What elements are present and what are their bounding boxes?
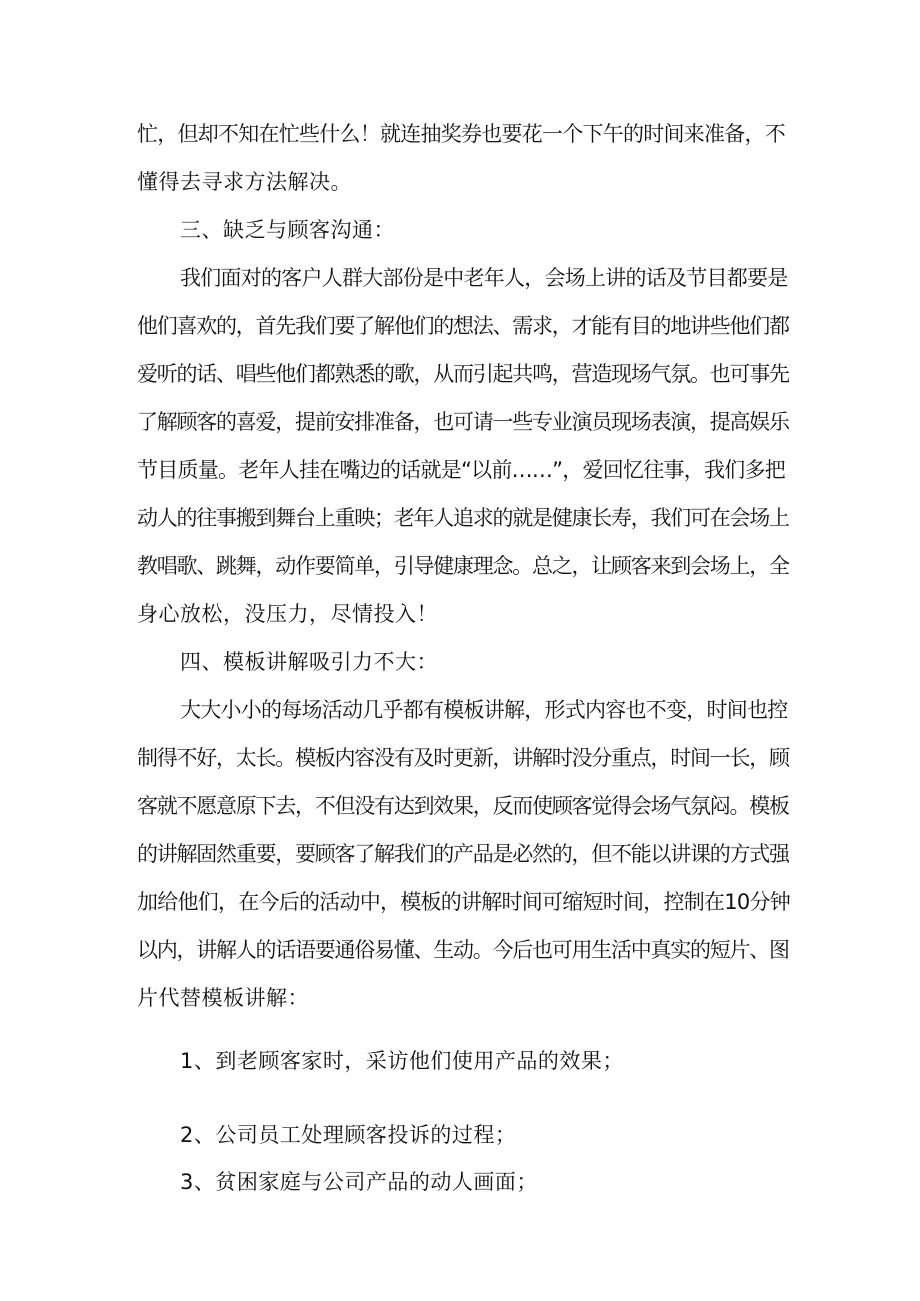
text-line: 了解顾客的喜爱，提前安排准备，也可请一些专业演员现场表演，提高娱乐 — [137, 410, 789, 434]
text-line: 加给他们，在今后的活动中，模板的讲解时间可缩短时间，控制在10分钟 — [137, 890, 790, 914]
section-heading: 四、模板讲解吸引力不大： — [180, 650, 438, 674]
text-line: 以内，讲解人的话语要通俗易懂、生动。今后也可用生活中真实的短片、图 — [137, 938, 789, 962]
text-line: 片代替模板讲解： — [137, 986, 309, 1010]
list-item: 3、贫困家庭与公司产品的动人画面； — [180, 1170, 538, 1194]
text-line: 忙，但却不知在忙些什么！就连抽奖券也要花一个下午的时间来准备，不 — [137, 122, 785, 146]
text-line: 的讲解固然重要，要顾客了解我们的产品是必然的，但不能以讲课的方式强 — [137, 842, 789, 866]
text-line: 节目质量。老年人挂在嘴边的话就是“以前……”，爱回忆往事，我们多把 — [137, 458, 786, 482]
list-item: 2、公司员工处理顾客投诉的过程； — [180, 1123, 517, 1147]
text-line: 爱听的话、唱些他们都熟悉的歌，从而引起共鸣，营造现场气氛。也可事先 — [137, 362, 789, 386]
text-line: 大大小小的每场活动几乎都有模板讲解，形式内容也不变，时间也控 — [180, 698, 788, 722]
text-line: 客就不愿意原下去，不但没有达到效果，反而使顾客觉得会场气氛闷。模板 — [137, 794, 789, 818]
text-line: 制得不好，太长。模板内容没有及时更新，讲解时没分重点，时间一长，顾 — [137, 746, 789, 770]
text-line: 懂得去寻求方法解决。 — [137, 170, 352, 194]
text-line: 他们喜欢的，首先我们要了解他们的想法、需求，才能有目的地讲些他们都 — [137, 314, 789, 338]
text-line: 教唱歌、跳舞，动作要简单，引导健康理念。总之，让顾客来到会场上，全 — [137, 554, 789, 578]
text-line: 动人的往事搬到舞台上重映；老年人追求的就是健康长寿，我们可在会场上 — [137, 506, 789, 530]
list-item: 1、到老顾客家时，采访他们使用产品的效果； — [180, 1049, 624, 1073]
section-heading: 三、缺乏与顾客沟通： — [180, 218, 395, 242]
text-line: 我们面对的客户人群大部份是中老年人，会场上讲的话及节目都要是 — [180, 266, 788, 290]
text-line: 身心放松，没压力，尽情投入！ — [137, 602, 438, 626]
